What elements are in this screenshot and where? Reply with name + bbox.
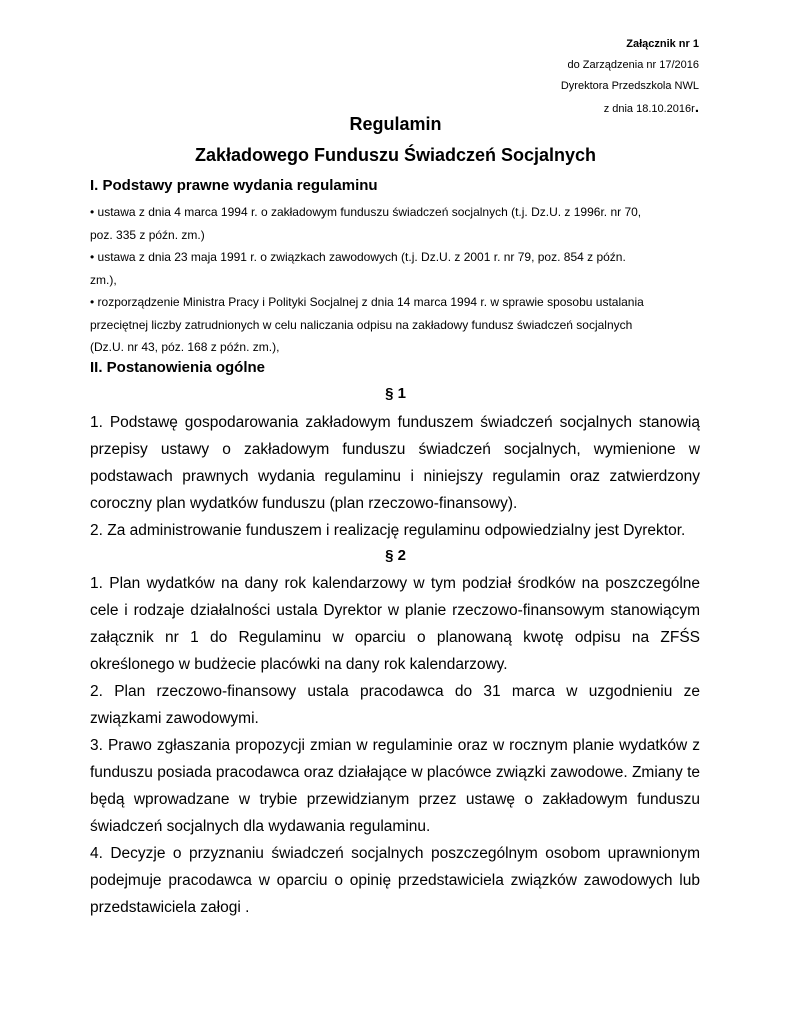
paragraph-1-body (90, 409, 700, 544)
paragraph-sign-1: § 1 (385, 385, 406, 402)
paragraph-2-body (90, 570, 700, 921)
section-heading-legal-basis: I. Podstawy prawne wydania regulaminu (90, 177, 378, 194)
attachment-ordinance: do Zarządzenia nr 17/2016 (567, 59, 699, 71)
document-title: Regulamin (349, 114, 442, 134)
section-heading-general-provisions: II. Postanowienia ogólne (90, 359, 266, 376)
paragraph-point: 2. Plan rzeczowo-finansowy ustala pracodawca do 31 marca w uzgodnieniu ze związkami zawodowymi. (90, 683, 700, 727)
legal-basis-item: • ustawa z dnia 23 maja 1991 r. o związkach zawodowych (t.j. Dz.U. z 2001 r. nr 79, poz. 854 z późn. zm.), (90, 250, 626, 287)
paragraph-point: 4. Decyzje o przyznaniu świadczeń socjalnych poszczególnym osobom uprawnionym podejmuje pracodawca w oparciu o opinię przedstawiciela związków zawodowych lub przedstawiciela załogi . (90, 845, 700, 916)
paragraph-point: 2. Za administrowanie funduszem i realizację regulaminu odpowiedzialny jest Dyrektor. (90, 522, 686, 539)
attachment-date-text: z dnia 18.10.2016r (603, 103, 695, 115)
attachment-number: Załącznik nr 1 (626, 38, 699, 50)
legal-basis-list (90, 201, 650, 359)
document-subtitle: Zakładowego Funduszu Świadczeń Socjalnych (194, 145, 597, 165)
attachment-issuer: Dyrektora Przedszkola NWL (560, 80, 699, 92)
legal-basis-item: • rozporządzenie Ministra Pracy i Polityki Socjalnej z dnia 14 marca 1994 r. w sprawie sposobu ustalania przeciętnej liczby zatrudnionych w celu naliczania odpisu na zakładowy fundusz świadczeń socjalnych (Dz.U. nr 43, póz. 168 z późn. zm.), (90, 295, 644, 354)
attachment-header (561, 34, 699, 120)
paragraph-sign-2: § 2 (385, 547, 406, 564)
attachment-date-dot: . (694, 99, 699, 116)
paragraph-point: 1. Plan wydatków na dany rok kalendarzowy w tym podział środków na poszczególne cele i rodzaje działalności ustala Dyrektor w planie rzeczowo-finansowym stanowiącym załącznik nr 1 do Regulaminu w oparciu o planowaną kwotę odpisu na ZFŚS określonego w budżecie placówki na dany rok kalendarzowy. (90, 575, 700, 673)
legal-basis-item: • ustawa z dnia 4 marca 1994 r. o zakładowym funduszu świadczeń socjalnych (t.j. Dz.U. z 1996r. nr 70, poz. 335 z późn. zm.) (90, 205, 642, 242)
paragraph-point: 3. Prawo zgłaszania propozycji zmian w regulaminie oraz w rocznym planie wydatków z funduszu posiada pracodawca oraz działające w placówce związki zawodowe. Zmiany te będą wprowadzane w trybie przewidzianym przez ustawę o zakładowym funduszu świadczeń socjalnych dla wydawania regulaminu. (90, 737, 700, 835)
paragraph-point: 1. Podstawę gospodarowania zakładowym funduszem świadczeń socjalnych stanowią przepisy ustawy o zakładowym funduszu świadczeń socjalnych, wymienione w podstawach prawnych wydania regulaminu i niniejszy regulamin oraz zatwierdzony coroczny plan wydatków funduszu (plan rzeczowo-finansowy). (90, 414, 700, 512)
